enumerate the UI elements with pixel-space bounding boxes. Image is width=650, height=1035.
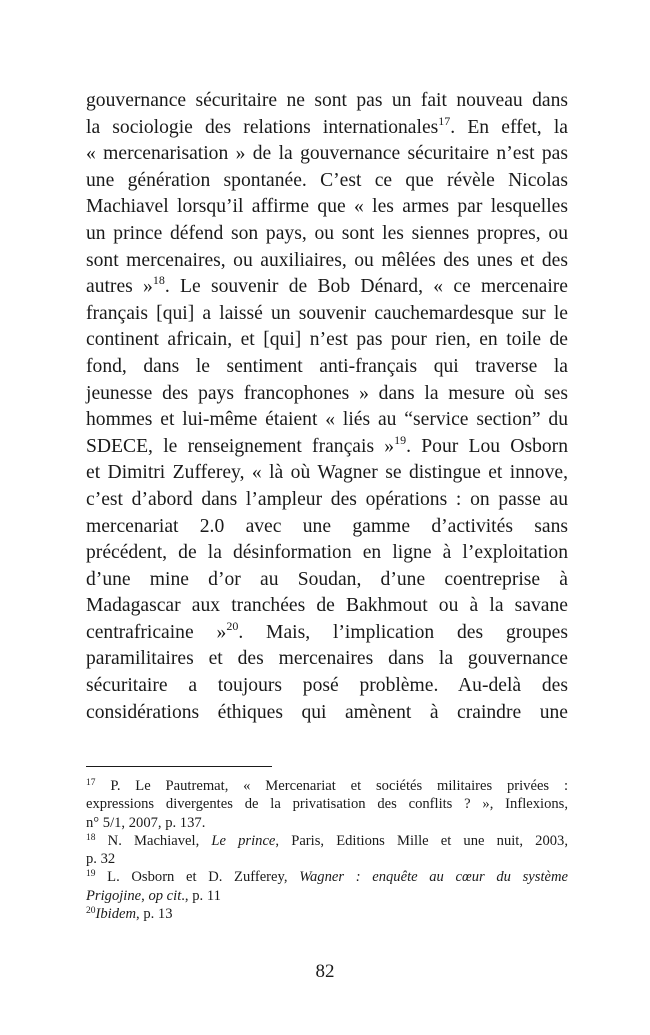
page-number: 82 bbox=[315, 961, 335, 982]
text-line: d’une mine d’or au Soudan, d’une coentreprise à bbox=[86, 568, 568, 590]
text-line: un prince défend son pays, ou sont les siennes propres, ou bbox=[86, 222, 568, 244]
main-text bbox=[86, 88, 568, 726]
footnote-ref[interactable]: 20 bbox=[226, 618, 239, 633]
text-line: « mercenarisation » de la gouvernance sécuritaire n’est pas bbox=[86, 143, 568, 165]
text-line: sont mercenaires, ou auxiliaires, ou mêlées des unes et des bbox=[86, 249, 568, 271]
footnote-20: $^{20}$Ibidem, p. 13 bbox=[86, 906, 173, 923]
text-line: autres »$^{18}$. Le souvenir de Bob Dénard, « ce mercenaire bbox=[86, 273, 568, 298]
text-line: jeunesse des pays francophones » dans la mesure où ses bbox=[86, 382, 568, 404]
text-line: c’est d’abord dans l’ampleur des opérations : on passe au bbox=[86, 488, 568, 510]
footnote-19: $^{19}$ L. Osborn et D. Zufferey, Wagner : enquête au cœur du système bbox=[86, 869, 568, 886]
text-line: sécuritaire a toujours posé problème. Au-delà des bbox=[86, 675, 568, 697]
footnote-19-cont: Prigojine, op cit., p. 11 bbox=[86, 887, 221, 904]
footnote-17: $^{17}$ P. Le Pautremat, « Mercenariat et sociétés militaires privées : bbox=[86, 778, 568, 794]
text-line: gouvernance sécuritaire ne sont pas un fait nouveau dans bbox=[86, 90, 568, 111]
footnote-ref[interactable]: 19 bbox=[394, 432, 407, 447]
text-line: paramilitaires et des mercenaires dans la gouvernance bbox=[86, 648, 568, 670]
text-line: la sociologie des relations internationales$^{17}$. En effet, la bbox=[86, 113, 568, 138]
text-line: hommes et lui-même étaient « liés au “service section” du bbox=[86, 409, 568, 431]
text-line: fond, dans le sentiment anti-français qui traverse la bbox=[86, 355, 568, 377]
footnote-ref[interactable]: 17 bbox=[438, 113, 451, 128]
footnote-ref[interactable]: 18 bbox=[152, 273, 165, 288]
footnote-18: $^{18}$ N. Machiavel, Le prince, Paris, Editions Mille et une nuit, 2003, bbox=[86, 832, 568, 849]
text-line: une génération spontanée. C’est ce que révèle Nicolas bbox=[86, 169, 568, 191]
footnote-separator bbox=[86, 766, 272, 767]
text-line: SDECE, le renseignement français »$^{19}$. Pour Lou Osborn bbox=[86, 432, 568, 457]
footnote-18-cont: p. 32 bbox=[86, 851, 116, 868]
text-line: et Dimitri Zufferey, « là où Wagner se distingue et innove, bbox=[86, 462, 568, 484]
text-line: continent africain, et [qui] n’est pas pour rien, en toile de bbox=[86, 329, 568, 351]
footnotes bbox=[86, 777, 568, 923]
text-line: Madagascar aux tranchées de Bakhmout ou à la savane bbox=[86, 595, 568, 617]
text-line: précédent, de la désinformation en ligne à l’exploitation bbox=[86, 542, 568, 564]
footnote-17-cont: expressions divergentes de la privatisation des conflits ? », Inflexions, bbox=[86, 796, 568, 813]
text-line: mercenariat 2.0 avec une gamme d’activités sans bbox=[86, 515, 568, 537]
text-line: français [qui] a laissé un souvenir cauchemardesque sur le bbox=[86, 302, 568, 324]
text-line: centrafricaine »$^{20}$. Mais, l’implication des groupes bbox=[86, 618, 568, 643]
footnote-17-cont: n° 5/1, 2007, p. 137. bbox=[86, 814, 206, 831]
text-line: Machiavel lorsqu’il affirme que « les armes par lesquelles bbox=[86, 196, 568, 218]
text-line: considérations éthiques qui amènent à craindre une bbox=[86, 701, 568, 723]
